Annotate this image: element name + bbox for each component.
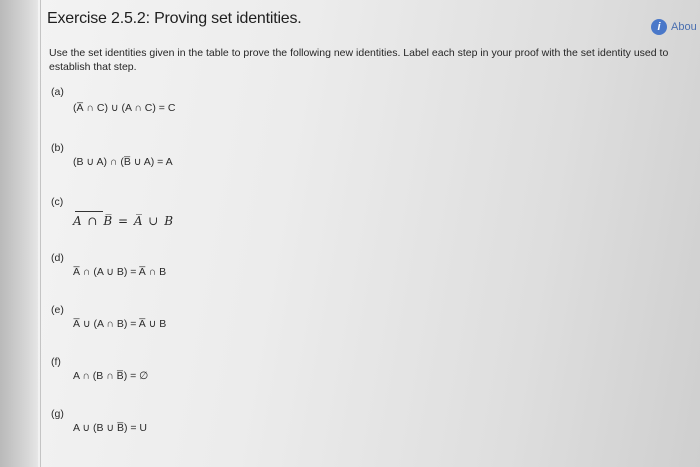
part-c-label: (c) (51, 196, 64, 208)
left-margin (0, 0, 38, 467)
part-e-label: (e) (51, 304, 64, 316)
info-icon[interactable]: i (651, 19, 667, 35)
part-f-expression: A ∩ (B ∩ B̅) = ∅ (73, 370, 149, 382)
page-title: Exercise 2.5.2: Proving set identities. (47, 10, 302, 27)
part-b-label: (b) (51, 142, 64, 154)
part-b-expression: (B ∪ A) ∩ (B̅ ∪ A) = A (73, 156, 173, 168)
part-g-label: (g) (51, 408, 64, 420)
instructions-line-1: Use the set identities given in the table to prove the following new identities. Label each step in your proof with the set identity used to (49, 47, 669, 59)
exercise-panel (40, 0, 700, 467)
part-a-label: (a) (51, 86, 64, 98)
part-c-expression: A ∩ B̅ = A̅ ∪ B (73, 214, 175, 228)
about-link[interactable] (651, 18, 697, 36)
part-g-expression: A ∪ (B ∪ B̅) = U (73, 422, 148, 434)
part-d-label: (d) (51, 252, 64, 264)
instructions (49, 46, 700, 74)
part-f-label: (f) (51, 356, 61, 368)
part-a-expression: (A̅ ∩ C) ∪ (A ∩ C) = C (73, 102, 176, 114)
about-label[interactable]: Abou (671, 21, 697, 33)
part-d-expression: A̅ ∩ (A ∪ B) = A̅ ∩ B (73, 266, 167, 278)
part-e-expression: A̅ ∪ (A ∩ B) = A̅ ∪ B (73, 318, 167, 330)
part-c-overline (75, 211, 103, 212)
instructions-line-2: establish that step. (49, 61, 137, 73)
